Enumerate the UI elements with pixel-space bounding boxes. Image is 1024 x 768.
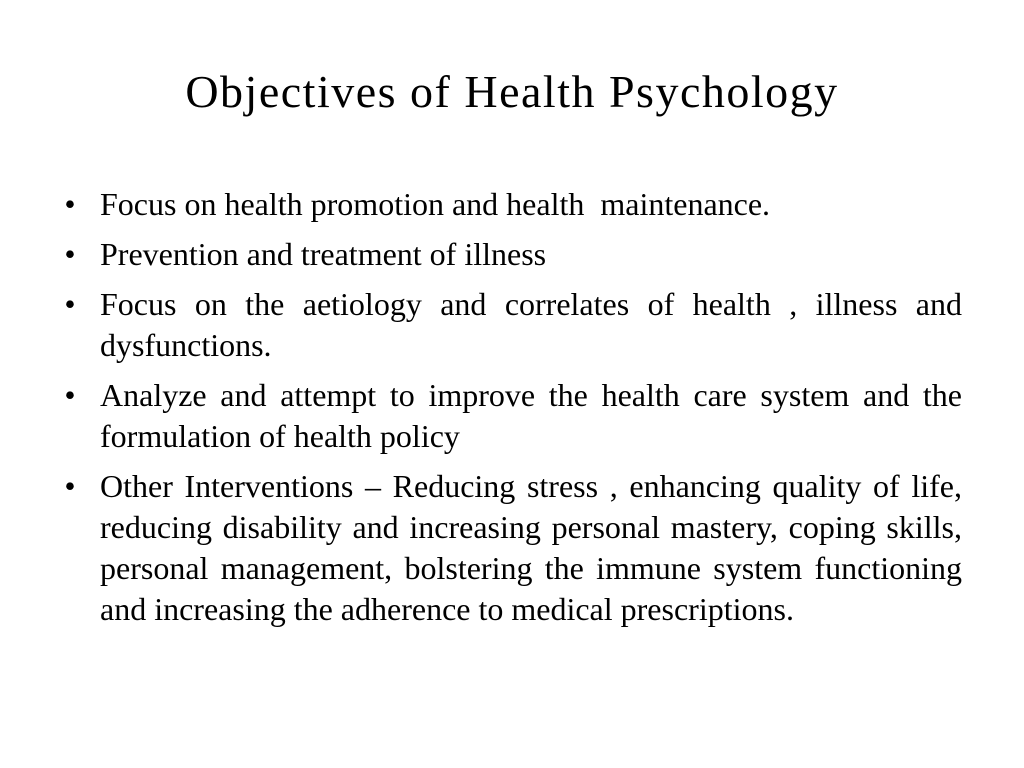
bullet-text: Analyze and attempt to improve the health care system and the formulation of health policy [100, 377, 962, 454]
bullet-icon: • [64, 236, 76, 272]
bullet-item-other-interventions [58, 466, 962, 630]
bullet-item-health-care-system [58, 375, 962, 457]
bullet-text: Focus on the aetiology and correlates of health , illness and dysfunctions. [100, 286, 962, 363]
bullet-list [58, 184, 962, 639]
bullet-text: Prevention and treatment of illness [100, 236, 547, 272]
bullet-icon: • [64, 286, 76, 322]
bullet-item-health-promotion [58, 184, 962, 225]
bullet-icon: • [64, 186, 76, 222]
bullet-item-aetiology [58, 284, 962, 366]
bullet-icon: • [64, 468, 76, 504]
bullet-text: Other Interventions – Reducing stress , enhancing quality of life, reducing disability and increasing personal mastery, coping skills, personal management, bolstering the immune system functioning and increasing the adherence to medical prescriptions. [100, 468, 962, 627]
bullet-item-prevention [58, 234, 962, 275]
bullet-icon: • [64, 377, 76, 413]
bullet-text: Focus on health promotion and health maintenance. [100, 186, 771, 222]
slide-title: Objectives of Health Psychology [185, 66, 839, 117]
